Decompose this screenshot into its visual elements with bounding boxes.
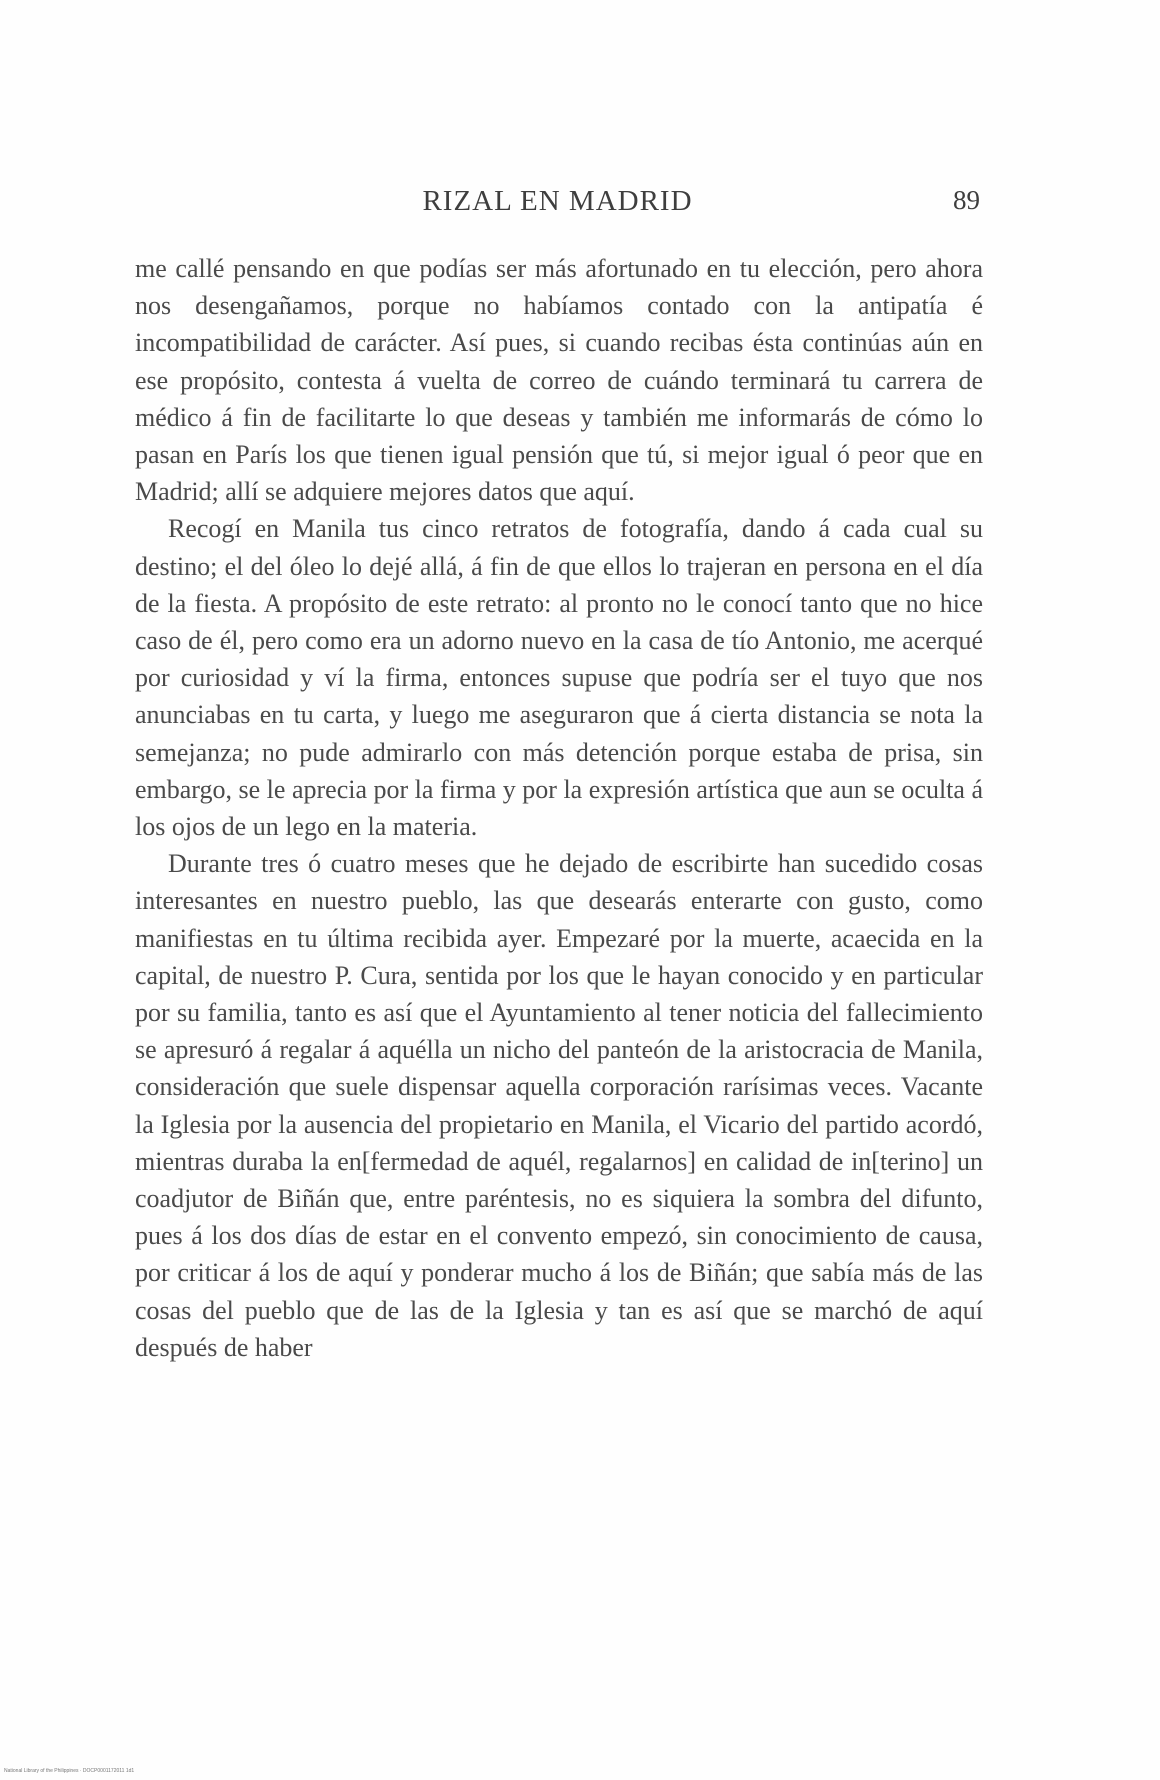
page-number: 89 bbox=[953, 185, 980, 215]
library-stamp: National Library of the Philippines · DOCP0001172011 1d1 bbox=[4, 1768, 135, 1774]
running-head bbox=[135, 185, 980, 221]
running-title: RIZAL EN MADRID bbox=[422, 185, 693, 217]
body-text bbox=[135, 250, 983, 1366]
paragraph-town-news: Durante tres ó cuatro meses que he dejado de escribirte han sucedido cosas interesantes en nuestro pueblo, las que desearás enterarte con gusto, como manifiestas en tu última recibida ayer. Empezaré por la muerte, acaecida en la capital, de nuestro P. Cura, sentida por los que le hayan conocido y en particular por su familia, tanto es así que el Ayuntamiento al tener noticia del fallecimiento se apresuró á regalar á aquélla un nicho del panteón de la aristocracia de Manila, consideración que suele dispensar aquella corporación rarísimas veces. Vacante la Iglesia por la ausencia del propietario en Manila, el Vicario del partido acordó, mientras duraba la en[fermedad de aquél, regalarnos] en calidad de in[terino] un coadjutor de Biñán que, entre paréntesis, no es siquiera la sombra del difunto, pues á los dos días de estar en el convento empezó, sin conocimiento de causa, por criticar á los de aquí y ponderar mucho á los de Biñán; que sabía más de las cosas del pueblo que de las de la Iglesia y tan es así que se marchó de aquí después de haber bbox=[135, 849, 983, 1362]
paragraph-continuation: me callé pensando en que podías ser más afortunado en tu elección, pero ahora nos desengañamos, porque no habíamos contado con la antipatía é incompatibilidad de carácter. Así pues, si cuando recibas ésta continúas aún en ese propósito, contesta á vuelta de correo de cuándo terminará tu carrera de médico á fin de facilitarte lo que deseas y también me informarás de cómo lo pasan en París los que tienen igual pensión que tú, si mejor igual ó peor que en Madrid; allí se adquiere mejores datos que aquí. bbox=[135, 254, 983, 507]
paragraph-portrait: Recogí en Manila tus cinco retratos de fotografía, dando á cada cual su destino; el del óleo lo dejé allá, á fin de que ellos lo trajeran en persona en el día de la fiesta. A propósito de este retrato: al pronto no le conocí tanto que no hice caso de él, pero como era un adorno nuevo en la casa de tío Antonio, me acerqué por curiosidad y ví la firma, entonces supuse que podría ser el tuyo que nos anunciabas en tu carta, y luego me aseguraron que á cierta distancia se nota la semejanza; no pude admirarlo con más detención porque estaba de prisa, sin embargo, se le aprecia por la firma y por la expresión artística que aun se oculta á los ojos de un lego en la materia. bbox=[135, 514, 983, 842]
